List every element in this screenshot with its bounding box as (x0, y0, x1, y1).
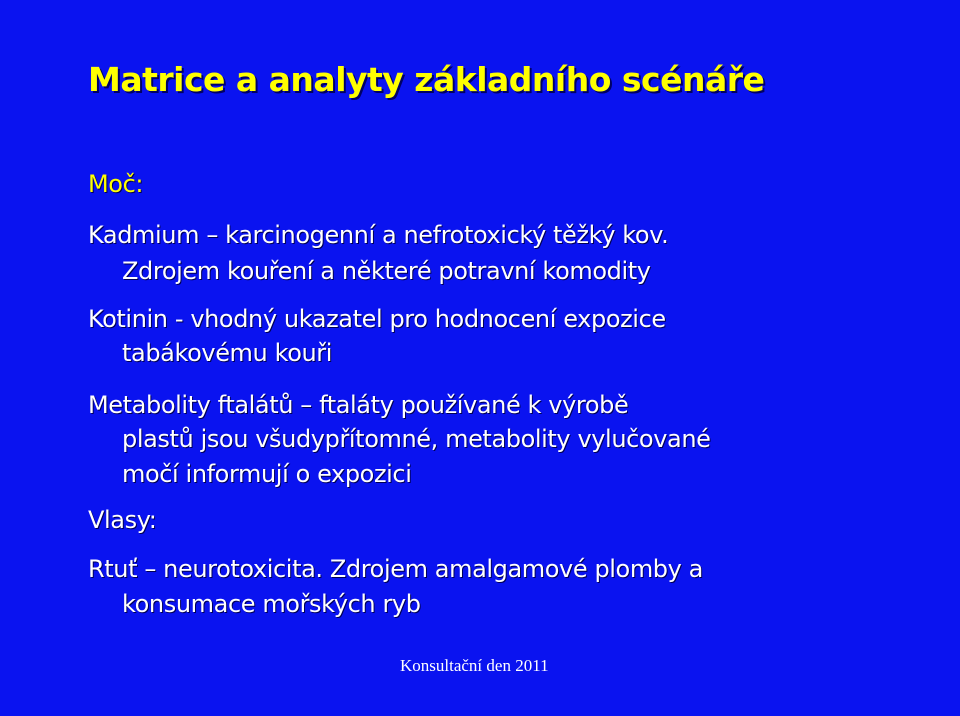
phthalate-line-2: plastů jsou všudypřítomné, metabolity vylučované (122, 425, 711, 453)
hair-heading: Vlasy: (88, 506, 157, 534)
phthalate-line-3: močí informují o expozici (122, 460, 412, 488)
phthalate-line-1: Metabolity ftalátů – ftaláty používané k výrobě (88, 391, 629, 419)
cotinine-line-2: tabákovému kouři (122, 339, 333, 367)
mercury-line-2: konsumace mořských ryb (122, 590, 421, 618)
cadmium-source-line: Zdrojem kouření a některé potravní komodity (122, 257, 651, 285)
mercury-line-1: Rtuť – neurotoxicita. Zdrojem amalgamové plomby a (88, 555, 703, 583)
cotinine-line-1: Kotinin - vhodný ukazatel pro hodnocení expozice (88, 305, 666, 333)
slide-title: Matrice a analyty základního scénáře (88, 60, 765, 99)
cadmium-line: Kadmium – karcinogenní a nefrotoxický těžký kov. (88, 221, 669, 249)
urine-heading: Moč: (88, 170, 144, 198)
slide-footer: Konsultační den 2011 (400, 656, 549, 675)
